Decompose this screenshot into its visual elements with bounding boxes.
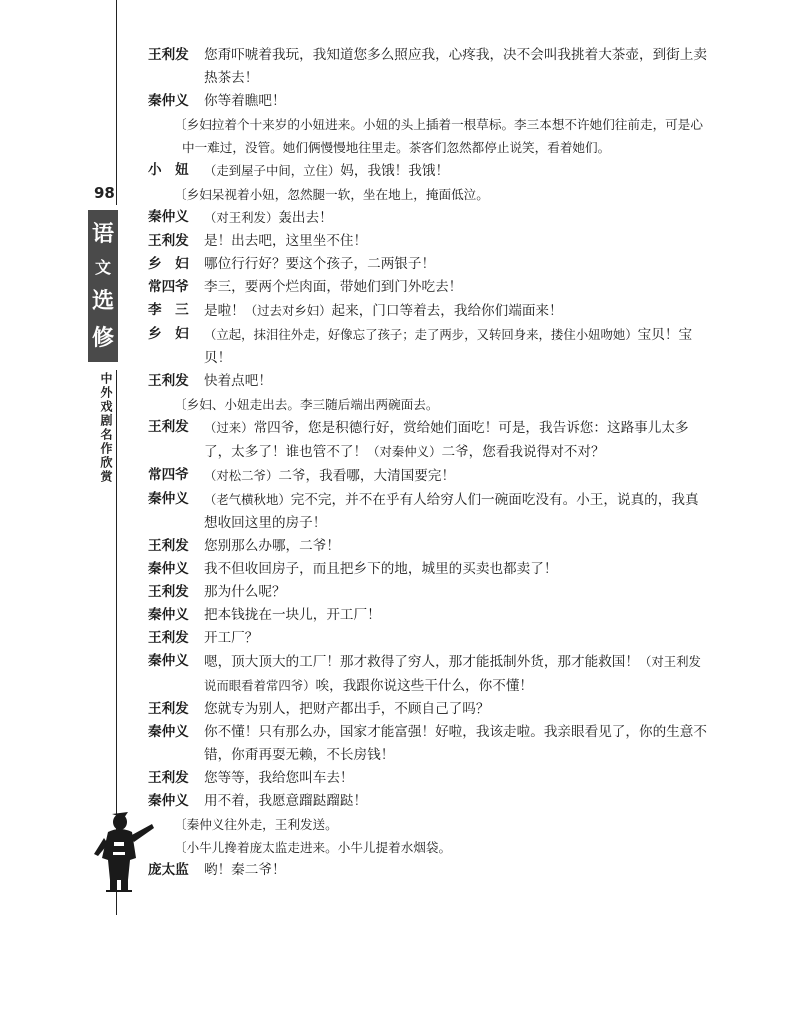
speaker-name: 王利发: [148, 47, 189, 63]
inline-direction: （对王利发说而眼看着常四爷）: [204, 654, 701, 693]
dialogue-text: [204, 323, 710, 370]
speaker-name: 王利发: [148, 701, 189, 717]
dialogue-text: 开工厂？: [204, 630, 259, 646]
dialogue-text: 您别那么办哪，二爷！: [204, 538, 340, 554]
speaker-name: 李 三: [148, 302, 189, 318]
dialogue-text-body: 是啦！: [204, 303, 245, 319]
dialogue-text: 那为什么呢？: [204, 584, 286, 600]
stage-direction: 〔乡妇拉着个十来岁的小妞进来。小妞的头上插着一根草标。李三本想不许她们往前走，可是心中一难过，没管。她们俩慢慢地往里走。茶客们忽然都停止说笑，看着她们。: [174, 117, 703, 155]
dialogue-text-body: 宝贝！宝贝！: [204, 327, 693, 366]
play-script: [148, 44, 710, 882]
margin-rule-top: [116, 0, 117, 205]
dialogue-text: 用不着，我愿意蹓跶蹓跶！: [204, 793, 368, 809]
speaker-name: 乡 妇: [148, 326, 189, 342]
dialogue-text: [204, 206, 710, 230]
dialogue-text-body: 二爷，您看我说得对不对？: [441, 444, 605, 460]
dialogue-text: [204, 159, 710, 183]
stage-direction: 〔乡妇呆视着小妞，忽然腿一软，坐在地上，掩面低泣。: [174, 187, 489, 202]
dialogue-line: [148, 535, 710, 558]
dialogue-line: [148, 253, 710, 276]
dialogue-line: [148, 650, 710, 698]
speaker-name: 秦仲义: [148, 93, 189, 109]
dialogue-text: 李三，要两个烂肉面，带她们到门外吃去！: [204, 279, 463, 295]
dialogue-line: [148, 767, 710, 790]
dialogue-text: [204, 299, 710, 323]
speaker-name: 秦仲义: [148, 491, 189, 507]
dialogue-line: [148, 558, 710, 581]
speaker-name: 秦仲义: [148, 653, 189, 669]
dialogue-line: [148, 159, 710, 183]
inline-direction: （立起，抹泪往外走，好像忘了孩子；走了两步，又转回身来，搂住小妞吻她）: [204, 327, 638, 342]
dialogue-text: 您等等，我给您叫车去！: [204, 770, 354, 786]
dialogue-line: [148, 206, 710, 230]
dialogue-text-body: 轰出去！: [278, 210, 333, 226]
dialogue-line: [148, 721, 710, 767]
speaker-name: 常四爷: [148, 467, 189, 483]
inline-direction: （对松二爷）: [204, 468, 279, 483]
speaker-name: 王利发: [148, 538, 189, 554]
dialogue-text-body: 起来，门口等着去，我给你们端面来！: [331, 303, 563, 319]
inline-direction: （过来）: [204, 420, 254, 435]
dialogue-text-body: 二爷，我看哪，大清国要完！: [278, 468, 456, 484]
dialogue-line: [148, 44, 710, 90]
speaker-name: 王利发: [148, 373, 189, 389]
dialogue-text: 你不懂！只有那么办，国家才能富强！好啦，我该走啦。我亲眼看见了，你的生意不错，你甭再耍无赖，不长房钱！: [204, 724, 707, 763]
speaker-name: 王利发: [148, 630, 189, 646]
dialogue-text: [204, 488, 710, 535]
dialogue-line: [148, 299, 710, 323]
section-tab: [88, 210, 118, 362]
stage-direction: 〔秦仲义往外走，王利发送。: [174, 817, 338, 832]
dialogue-text-body: 完不完，并不在乎有人给穷人们一碗面吃没有。小王，说真的，我真想收回这里的房子！: [204, 492, 699, 531]
dialogue-text: 把本钱拢在一块儿，开工厂！: [204, 607, 381, 623]
section-tab-char: 语: [91, 221, 114, 248]
speaker-name: 王利发: [148, 419, 189, 435]
speaker-name: 秦仲义: [148, 209, 189, 225]
stage-direction: 〔乡妇、小妞走出去。李三随后端出两碗面去。: [174, 397, 439, 412]
dialogue-line: [148, 488, 710, 535]
dialogue-text: 快着点吧！: [204, 373, 272, 389]
dialogue-line: [148, 230, 710, 253]
section-tab-char: 选: [91, 288, 114, 315]
dialogue-line: [148, 370, 710, 393]
inline-direction: （老气横秋地）: [204, 492, 291, 507]
stage-direction: 〔小牛儿搀着庞太监走进来。小牛儿提着水烟袋。: [174, 840, 452, 855]
dialogue-text-body: 妈，我饿！我饿！: [340, 163, 450, 179]
speaker-name: 王利发: [148, 584, 189, 600]
dialogue-line: [148, 581, 710, 604]
dialogue-text-body: 嗯，顶大顶大的工厂！那才救得了穷人，那才能抵制外货，那才能救国！: [204, 654, 639, 670]
dialogue-line: [148, 276, 710, 299]
dialogue-line: [148, 698, 710, 721]
dialogue-line: [148, 464, 710, 488]
section-tab-char: 文: [94, 257, 111, 277]
dialogue-line: [148, 416, 710, 464]
dialogue-text: 您就专为别人，把财产都出手，不顾自己了吗？: [204, 701, 490, 717]
book-subtitle: 中外戏剧名作欣赏: [99, 372, 113, 484]
dialogue-text: 哪位行行好？要这个孩子，二两银子！: [204, 256, 436, 272]
speaker-name: 秦仲义: [148, 607, 189, 623]
inline-direction: （对王利发）: [204, 210, 279, 225]
dialogue-line: [148, 604, 710, 627]
dialogue-text: [204, 464, 710, 488]
dialogue-text: 是！出去吧，这里坐不住！: [204, 233, 368, 249]
inline-direction: （走到屋子中间，立住）: [204, 163, 341, 178]
speaker-name: 王利发: [148, 770, 189, 786]
speaker-name: 王利发: [148, 233, 189, 249]
page-number: 98: [94, 184, 115, 202]
dialogue-line: [148, 90, 710, 113]
dialogue-text: 您甭吓唬着我玩，我知道您多么照应我，心疼我，决不会叫我挑着大茶壶，到街上卖热茶去！: [204, 47, 707, 86]
speaker-name: 秦仲义: [148, 793, 189, 809]
dialogue-text: 我不但收回房子，而且把乡下的地，城里的买卖也都卖了！: [204, 561, 558, 577]
dialogue-line: [148, 859, 710, 882]
speaker-name: 常四爷: [148, 279, 189, 295]
inline-direction: （过去对乡妇）: [244, 303, 332, 318]
speaker-name: 秦仲义: [148, 724, 189, 740]
dialogue-text: 你等着瞧吧！: [204, 93, 286, 109]
dialogue-text: [204, 650, 710, 698]
dialogue-text: 哟！秦二爷！: [204, 862, 286, 878]
dialogue-text-body: 唉，我跟你说这些干什么，你不懂！: [315, 678, 534, 694]
dialogue-text: [204, 416, 710, 464]
dialogue-line: [148, 790, 710, 813]
section-tab-char: 修: [91, 324, 114, 351]
dialogue-line: [148, 323, 710, 370]
speaker-name: 乡 妇: [148, 256, 189, 272]
speaker-name: 庞太监: [148, 862, 189, 878]
dialogue-line: [148, 627, 710, 650]
dialogue-text-body: 常四爷，您是积德行好，赏给她们面吃！可是，我告诉您：这路事儿太多了，太多了！谁也管不了！: [204, 420, 689, 460]
speaker-name: 小 妞: [148, 162, 189, 178]
inline-direction: （对秦仲义）: [367, 444, 442, 459]
speaker-name: 秦仲义: [148, 561, 189, 577]
